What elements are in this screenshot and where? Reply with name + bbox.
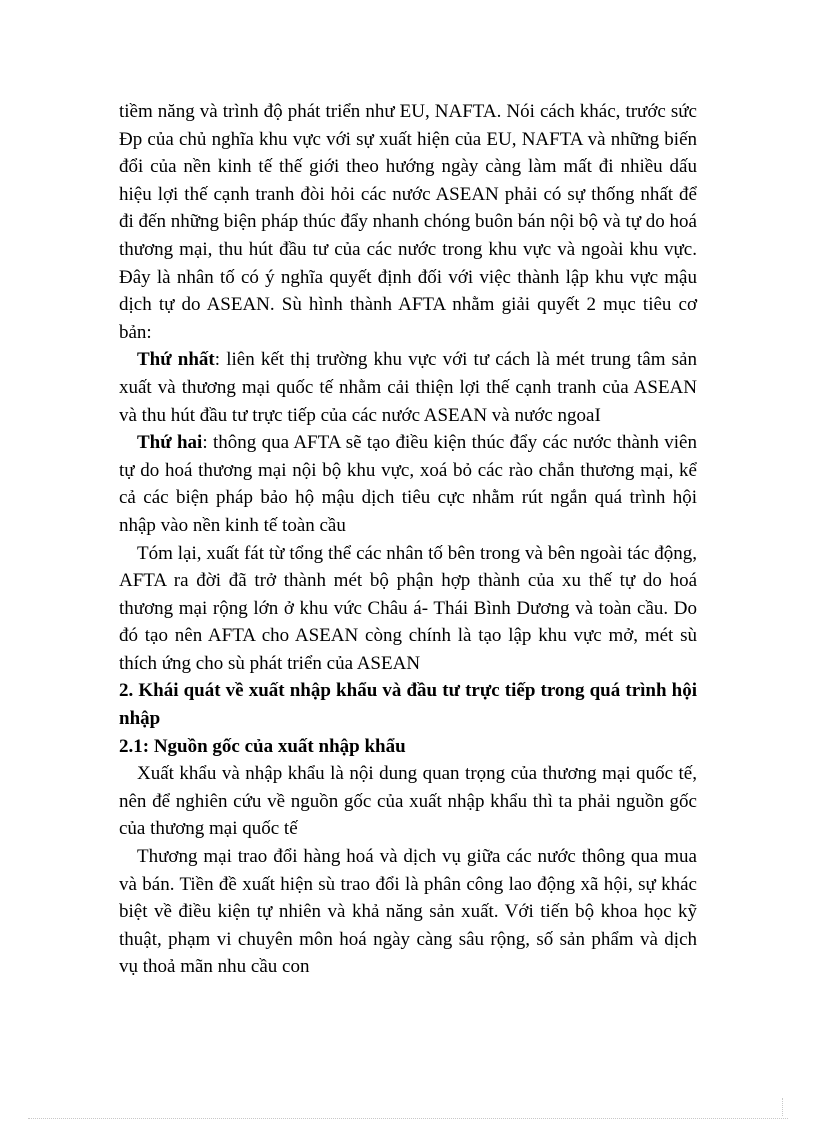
paragraph-intro: tiềm năng và trình độ phát triển như EU, NAFTA. Nói cách khác, trước sức Ðp của chủ nghĩa khu vực với sự xuất hiện của EU, NAFTA và những biến đổi của nền kinh tế thế giới theo hướng ngày càng làm mất đi nhiều dấu hiệu lợi thế cạnh tranh đòi hỏi các nước ASEAN phải có sự thống nhất để đi đến những biện pháp thúc đẩy nhanh chóng buôn bán nội bộ và tự do hoá thương mại, thu hút đầu tư của các nước trong khu vực và ngoài khu vực. Đây là nhân tố có ý nghĩa quyết định đối với việc thành lập khu vực mậu dịch tự do ASEAN. Sù hình thành AFTA nhằm giải quyết 2 mục tiêu cơ bản: (119, 101, 697, 343)
paragraph-export-import: Xuất khẩu và nhập khẩu là nội dung quan trọng của thương mại quốc tế, nên để nghiên cứu về nguồn gốc của xuất nhập khẩu thì ta phải nguồn gốc của thương mại quốc tế (119, 763, 697, 840)
subsection-heading: 2.1: Nguồn gốc của xuất nhập khẩu (119, 735, 406, 757)
document-page (119, 98, 697, 981)
second-goal-lead: Thứ hai (137, 432, 203, 454)
paragraph-trade: Thương mại trao đổi hàng hoá và dịch vụ giữa các nước thông qua mua và bán. Tiền đề xuất hiện sù trao đổi là phân công lao động xã hội, sự khác biệt về điều kiện tự nhiên và khả năng sản xuất. Với tiến bộ khoa học kỹ thuật, phạm vi chuyên môn hoá ngày càng sâu rộng, số sản phẩm và dịch vụ thoả mãn nhu cầu con (119, 846, 697, 978)
section-heading: 2. Khái quát về xuất nhập khẩu và đầu tư trực tiếp trong quá trình hội nhập (119, 680, 697, 730)
page-corner-mark (782, 1098, 784, 1116)
first-goal-lead: Thứ nhất (137, 349, 215, 371)
page-bottom-border (28, 1118, 788, 1119)
paragraph-second-goal (119, 429, 697, 539)
first-goal-text: : liên kết thị trường khu vực với tư cách là mét trung tâm sản xuất và thương mại quốc tế nhằm cải thiện lợi thế cạnh tranh của ASEAN và thu hút đầu tư trực tiếp của các nước ASEAN và nước ngoaI (119, 349, 697, 426)
second-goal-text: : thông qua AFTA sẽ tạo điều kiện thúc đẩy các nước thành viên tự do hoá thương mại nội bộ khu vực, xoá bỏ các rào chắn thương mại, kể cả các biện pháp bảo hộ mậu dịch tiêu cực nhằm rút ngắn quá trình hội nhập vào nền kinh tế toàn cầu (119, 432, 697, 536)
paragraph-summary: Tóm lại, xuất fát từ tổng thể các nhân tố bên trong và bên ngoài tác động, AFTA ra đời đã trở thành mét bộ phận hợp thành của xu thế tự do hoá thương mại rộng lớn ở khu vức Châu á- Thái Bình Dương và toàn cầu. Do đó tạo nên AFTA cho ASEAN còng chính là tạo lập khu vực mở, mét sù thích ứng cho sù phát triển của ASEAN (119, 542, 697, 674)
paragraph-first-goal (119, 346, 697, 429)
